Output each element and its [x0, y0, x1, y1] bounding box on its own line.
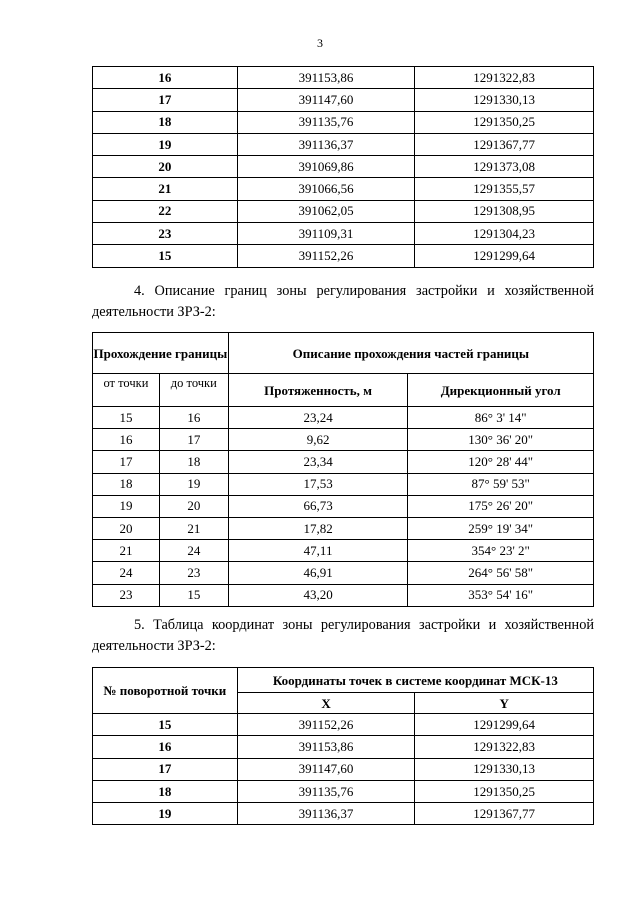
length-cell: 17,53 [228, 473, 408, 495]
y-coordinate-cell: 1291330,13 [415, 89, 594, 111]
point-number-cell: 21 [93, 178, 238, 200]
x-coordinate-cell: 391153,86 [237, 67, 415, 89]
to-point-cell: 20 [159, 495, 228, 517]
point-number-cell: 18 [93, 111, 238, 133]
x-coordinate-cell: 391147,60 [237, 89, 415, 111]
table-row [93, 156, 594, 178]
angle-cell: 354° 23' 2" [408, 540, 594, 562]
y-coordinate-cell: 1291330,13 [415, 758, 594, 780]
to-point-cell: 17 [159, 429, 228, 451]
x-coordinate-cell: 391153,86 [237, 736, 415, 758]
table-row [93, 451, 594, 473]
table-row [93, 223, 594, 245]
table-row [93, 803, 594, 825]
x-coordinate-cell: 391152,26 [237, 714, 415, 736]
angle-cell: 259° 19' 34" [408, 517, 594, 539]
point-number-cell: 15 [93, 245, 238, 267]
length-cell: 17,82 [228, 517, 408, 539]
header-from-point: от точки [93, 374, 160, 407]
angle-cell: 130° 36' 20" [408, 429, 594, 451]
table-row [93, 780, 594, 802]
section-4-heading [92, 281, 594, 323]
y-coordinate-cell: 1291322,83 [415, 736, 594, 758]
header-coordinates: Координаты точек в системе координат МСК-13 [237, 668, 593, 693]
to-point-cell: 23 [159, 562, 228, 584]
to-point-cell: 16 [159, 407, 228, 429]
to-point-cell: 21 [159, 517, 228, 539]
length-cell: 23,34 [228, 451, 408, 473]
header-length: Протяженность, м [228, 374, 408, 407]
y-coordinate-cell: 1291367,77 [415, 803, 594, 825]
table-row [93, 178, 594, 200]
x-coordinate-cell: 391066,56 [237, 178, 415, 200]
section-5-heading [92, 615, 594, 657]
x-coordinate-cell: 391152,26 [237, 245, 415, 267]
angle-cell: 175° 26' 20" [408, 495, 594, 517]
point-number-cell: 19 [93, 133, 238, 155]
header-x: X [237, 693, 415, 714]
table-row [93, 200, 594, 222]
from-point-cell: 24 [93, 562, 160, 584]
header-to-point: до точки [159, 374, 228, 407]
point-number-cell: 17 [93, 758, 238, 780]
from-point-cell: 15 [93, 407, 160, 429]
point-number-cell: 16 [93, 67, 238, 89]
header-passage: Прохождение границы [93, 333, 229, 374]
coordinates-table-continued [92, 66, 594, 268]
from-point-cell: 20 [93, 517, 160, 539]
header-y: Y [415, 693, 594, 714]
table-row [93, 67, 594, 89]
to-point-cell: 18 [159, 451, 228, 473]
x-coordinate-cell: 391109,31 [237, 223, 415, 245]
from-point-cell: 23 [93, 584, 160, 606]
table-row [93, 714, 594, 736]
x-coordinate-cell: 391147,60 [237, 758, 415, 780]
table-row [93, 517, 594, 539]
to-point-cell: 24 [159, 540, 228, 562]
point-number-cell: 23 [93, 223, 238, 245]
angle-cell: 86° 3' 14" [408, 407, 594, 429]
y-coordinate-cell: 1291350,25 [415, 111, 594, 133]
angle-cell: 353° 54' 16" [408, 584, 594, 606]
from-point-cell: 17 [93, 451, 160, 473]
section-5-text: 5. Таблица координат зоны регулирования застройки и хозяйственной деятельности ЗРЗ-2: [92, 617, 594, 654]
length-cell: 9,62 [228, 429, 408, 451]
point-number-cell: 18 [93, 780, 238, 802]
page-number: 3 [317, 36, 323, 50]
point-number-cell: 17 [93, 89, 238, 111]
y-coordinate-cell: 1291308,95 [415, 200, 594, 222]
header-point-number: № поворотной точки [93, 668, 238, 714]
y-coordinate-cell: 1291322,83 [415, 67, 594, 89]
angle-cell: 120° 28' 44" [408, 451, 594, 473]
point-number-cell: 22 [93, 200, 238, 222]
table-row [93, 89, 594, 111]
y-coordinate-cell: 1291299,64 [415, 714, 594, 736]
x-coordinate-cell: 391069,86 [237, 156, 415, 178]
header-angle: Дирекционный угол [408, 374, 594, 407]
point-number-cell: 16 [93, 736, 238, 758]
section-4-text: 4. Описание границ зоны регулирования застройки и хозяйственной деятельности ЗРЗ-2: [92, 283, 594, 320]
y-coordinate-cell: 1291367,77 [415, 133, 594, 155]
table-row [93, 245, 594, 267]
y-coordinate-cell: 1291304,23 [415, 223, 594, 245]
x-coordinate-cell: 391135,76 [237, 780, 415, 802]
length-cell: 47,11 [228, 540, 408, 562]
header-description: Описание прохождения частей границы [228, 333, 593, 374]
zone-coordinates-table [92, 667, 594, 825]
length-cell: 43,20 [228, 584, 408, 606]
table-row [93, 736, 594, 758]
to-point-cell: 19 [159, 473, 228, 495]
y-coordinate-cell: 1291299,64 [415, 245, 594, 267]
table-row [93, 473, 594, 495]
from-point-cell: 16 [93, 429, 160, 451]
from-point-cell: 19 [93, 495, 160, 517]
angle-cell: 87° 59' 53" [408, 473, 594, 495]
x-coordinate-cell: 391135,76 [237, 111, 415, 133]
boundary-description-table [92, 332, 594, 607]
x-coordinate-cell: 391136,37 [237, 133, 415, 155]
from-point-cell: 18 [93, 473, 160, 495]
angle-cell: 264° 56' 58" [408, 562, 594, 584]
y-coordinate-cell: 1291373,08 [415, 156, 594, 178]
table-row [93, 429, 594, 451]
table-row [93, 133, 594, 155]
table-row [93, 407, 594, 429]
from-point-cell: 21 [93, 540, 160, 562]
table-row [93, 758, 594, 780]
table-row [93, 540, 594, 562]
x-coordinate-cell: 391136,37 [237, 803, 415, 825]
x-coordinate-cell: 391062,05 [237, 200, 415, 222]
length-cell: 46,91 [228, 562, 408, 584]
y-coordinate-cell: 1291355,57 [415, 178, 594, 200]
table-row [93, 111, 594, 133]
point-number-cell: 20 [93, 156, 238, 178]
to-point-cell: 15 [159, 584, 228, 606]
length-cell: 23,24 [228, 407, 408, 429]
point-number-cell: 19 [93, 803, 238, 825]
length-cell: 66,73 [228, 495, 408, 517]
table-row [93, 584, 594, 606]
table-row [93, 495, 594, 517]
table-row [93, 562, 594, 584]
point-number-cell: 15 [93, 714, 238, 736]
y-coordinate-cell: 1291350,25 [415, 780, 594, 802]
